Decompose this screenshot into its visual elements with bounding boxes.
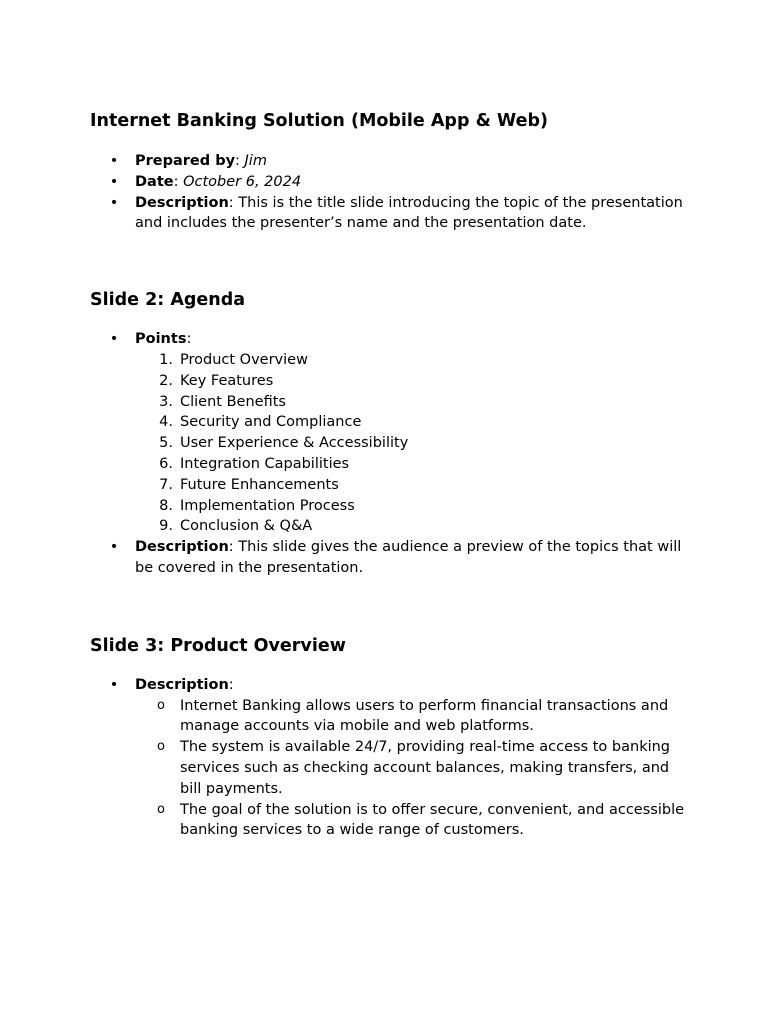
description-text: This slide gives the audience a preview of the topics that will be covered in the presentation. (135, 539, 682, 576)
description-label: Description (135, 539, 229, 556)
bullet-icon: • (109, 173, 119, 190)
agenda-points-list (135, 350, 690, 537)
agenda-item (135, 371, 690, 392)
colon: : (228, 676, 234, 693)
product-overview-section (90, 633, 690, 841)
circle-bullet-icon: o (157, 739, 165, 755)
document-title: Internet Banking Solution (Mobile App & Web) (90, 111, 548, 131)
agenda-item-label: Client Benefits (180, 393, 286, 410)
agenda-item (135, 516, 690, 537)
list-item (90, 172, 690, 193)
colon: : (235, 153, 240, 169)
overview-item (135, 696, 690, 738)
description-text: This is the title slide introducing the topic of the presentation and includes the presenter’s name and the presentation date. (135, 194, 683, 232)
agenda-item-label: Conclusion & Q&A (180, 518, 313, 535)
title-slide-bullets (90, 151, 690, 234)
list-item (90, 193, 690, 235)
list-item (90, 151, 690, 172)
agenda-section (90, 287, 690, 579)
list-item (90, 675, 690, 841)
prepared-value: Jim (244, 153, 267, 169)
agenda-item-label: Integration Capabilities (180, 455, 350, 472)
overview-item-text: The goal of the solution is to offer secure, convenient, and accessible banking services to a wide range of customers. (180, 801, 685, 839)
bullet-icon: • (109, 331, 119, 348)
overview-item-text: Internet Banking allows users to perform financial transactions and manage accounts via mobile and web platforms. (180, 697, 669, 735)
list-item (90, 329, 690, 537)
overview-item-text: The system is available 24/7, providing real-time access to banking services such as checking account balances, making transfers, and bill payments. (180, 739, 671, 797)
colon: : (228, 194, 234, 211)
agenda-bullets (90, 329, 690, 579)
item-number: 7. (159, 476, 173, 493)
document-page (90, 108, 690, 841)
agenda-item-label: User Experience & Accessibility (180, 435, 409, 452)
agenda-item (135, 454, 690, 475)
circle-bullet-icon: o (157, 801, 165, 817)
agenda-item-label: Implementation Process (180, 497, 355, 514)
bullet-icon: • (109, 194, 119, 211)
date-value: October 6, 2024 (183, 173, 302, 190)
item-number: 5. (159, 435, 173, 452)
item-number: 3. (159, 393, 173, 410)
overview-heading: Slide 3: Product Overview (90, 635, 346, 656)
item-number: 4. (159, 414, 173, 431)
bullet-icon: • (109, 676, 119, 693)
circle-bullet-icon: o (157, 697, 165, 713)
overview-item (135, 800, 690, 842)
points-label: Points (135, 331, 187, 348)
overview-points-list (135, 696, 690, 842)
agenda-item-label: Future Enhancements (180, 476, 339, 493)
title-slide-section (90, 108, 690, 234)
agenda-item-label: Key Features (180, 372, 274, 389)
agenda-heading: Slide 2: Agenda (90, 290, 246, 311)
colon: : (186, 331, 192, 348)
item-number: 8. (159, 497, 173, 514)
agenda-item (135, 475, 690, 496)
description-label: Description (135, 676, 229, 693)
list-item (90, 537, 690, 579)
agenda-item-label: Security and Compliance (180, 414, 362, 431)
colon: : (228, 539, 234, 556)
overview-bullets (90, 675, 690, 841)
overview-item (135, 737, 690, 799)
item-number: 9. (159, 518, 173, 535)
description-label: Description (135, 194, 229, 211)
item-number: 1. (159, 351, 173, 368)
agenda-item (135, 350, 690, 371)
item-number: 6. (159, 455, 173, 472)
prepared-label: Prepared by (135, 153, 236, 169)
agenda-item (135, 433, 690, 454)
bullet-icon: • (109, 539, 119, 556)
colon: : (173, 173, 179, 190)
agenda-item (135, 412, 690, 433)
agenda-item (135, 496, 690, 517)
agenda-item (135, 392, 690, 413)
bullet-icon: • (109, 153, 119, 169)
agenda-item-label: Product Overview (180, 351, 308, 368)
item-number: 2. (159, 372, 173, 389)
date-label: Date (135, 173, 174, 190)
